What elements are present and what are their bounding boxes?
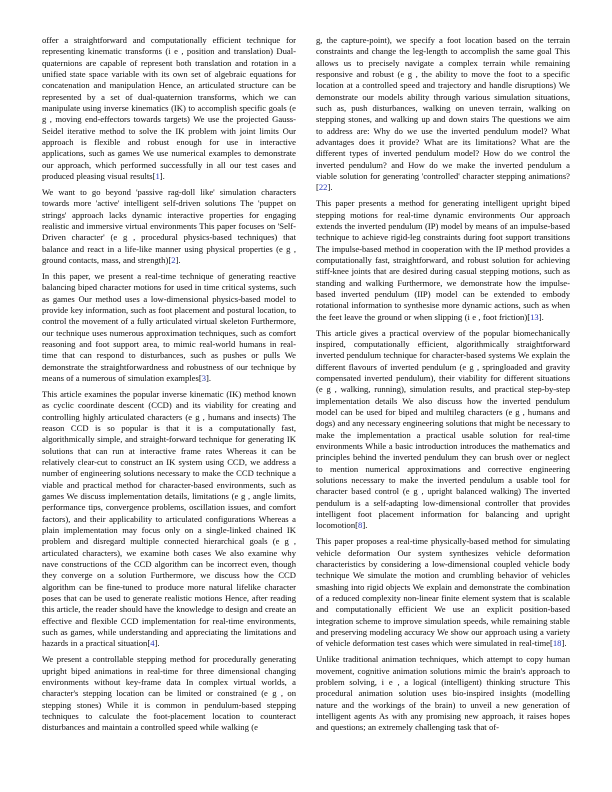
citation-link[interactable]: 1 bbox=[155, 171, 160, 182]
sentence-period: . bbox=[157, 638, 160, 649]
citation-bracket-open: [ bbox=[527, 311, 531, 322]
paragraph-text: In this paper, we present a real-time technique of generating reactive balancing biped character motions for used in time critical systems, such as games Our method uses a low-dimensional physics-based model to provide key information, such as foot placement and postural location, to control the movement of a fully articulated virtual skeleton Furthermore, our technique uses numerous approximation techniques, such as comfort reasoning and foot support area, to mimic real-world humans in real-time that can respond to disturbances, such as pushes or pulls We demonstrate the straightforwardness and robustness of our technique by means of a numerous of simulation examples bbox=[42, 270, 296, 383]
citation-bracket-open: [ bbox=[168, 255, 172, 266]
citation-bracket-open: [ bbox=[316, 182, 319, 193]
citation-bracket-close: ] bbox=[205, 372, 209, 383]
paragraph-text: This article examines the popular inverse kinematic (IK) method known as cyclic coordinate descent (CCD) and its viability for creating and controlling highly articulated characters (e g , humans and insects) The reason CCD is so popular is that it is a computationally fast, algorithmically simple, and straight-forward technique for generating IK solutions that can run at interactive frame rates Whereas it can be relatively clear-cut to construct an IK system using CCD, we address a number of engineering solutions necessary to make the CCD technique a viable and practical method for character-based environments, such as games We discuss implementation details, limitations (e g , angle limits, performance tips, convergence problems, oscillation issues, and comfort factors), and their applicability to articulated configurations Whereas a plain implementation may focus only on a single-linked chained IK problem and disregard multiple connected hierarchical goals (e g , articulated characters), we examine both cases We also examine why nave constructions of the CCD algorithm can be incorrect even, though they converge on a solution Furthermore, we discuss how the CCD algorithm can be fine-tuned to produce more natural lifelike character poses that can be used to generate realistic motions Hence, after reading this article, the reader should have the knowledge to design and create an effective and flexible CCD implementation for real-time environments, such as games, while understanding and appreciating the limitations and hazards in a practical situation bbox=[42, 388, 296, 649]
sentence-period: . bbox=[208, 372, 212, 383]
citation-bracket-close: ] bbox=[154, 638, 158, 649]
paragraph-text: We want to go beyond 'passive rag-doll like' simulation characters towards more 'active' intelligent self-driven solutions The 'puppet on strings' approach lacks dynamic interactive properties for engaging realistic and immersive virtual environments This paper focuses on 'Self-Driven character' (e g , procedural physics-based techniques) that balance and react in a life-like manner using physical properties (e g , ground contacts, mass, and strength) bbox=[42, 186, 296, 266]
citation-link[interactable]: 4 bbox=[150, 638, 155, 649]
paragraph-text: This paper presents a method for generating intelligent upright biped stepping motions for real-time dynamic environments Our approach extends the inverted pendulum (IP) model by means of an impulse-based technique to achieve rigid-leg constraints during foot support transitions The impulse-based method in cooperation with the IP method provides a computationally fast, straightforward, and robust solution for achieving stiff-knee joints that are desired during casual stepping motions, such as standing and walking Furthermore, we demonstrate how the impulse-based inverted pendulum (IIP) model can be extended to embody rotational information to synthesise more dynamic actions, such as when the feet leave the ground or when slipping (i e , foot friction) bbox=[316, 198, 570, 322]
left-column bbox=[42, 35, 296, 738]
citation-bracket-open: [ bbox=[147, 638, 151, 649]
sentence-period: . bbox=[178, 255, 181, 266]
citation-link[interactable]: 8 bbox=[358, 520, 363, 531]
citation-bracket-close: ] bbox=[159, 171, 163, 182]
citation-bracket-close: ] bbox=[362, 520, 366, 531]
citation-bracket-close: ] bbox=[538, 311, 542, 322]
citation-bracket-open: [ bbox=[355, 520, 359, 531]
paragraph-text: This paper proposes a real-time physically-based method for simulating vehicle deformation Our system synthesizes vehicle deformation characteristics by considering a low-dimensional coupled vehicle body technique We simulate the motion and crumbling behavior of vehicles smashing into rigid objects We explain and demonstrate the combination of a reduced complexity non-linear finite element system that is scalable and computationally efficient We use an explicit position-based integration scheme to improve simulation speeds, while remaining stable and preserving modeling accuracy We show our approach using a variety of vehicle deformation test cases which were simulated in real-time bbox=[316, 536, 570, 649]
citation-link[interactable]: 22 bbox=[318, 182, 328, 193]
right-column bbox=[316, 35, 570, 738]
citation-bracket-close: ] bbox=[561, 638, 565, 649]
paragraph bbox=[316, 328, 570, 532]
sentence-period: . bbox=[162, 171, 165, 182]
citation-link[interactable]: 2 bbox=[171, 255, 176, 266]
paragraph bbox=[42, 654, 296, 733]
citation-link[interactable]: 18 bbox=[552, 638, 562, 649]
paragraph bbox=[316, 654, 570, 733]
citation-bracket-close: ] bbox=[327, 182, 331, 193]
paragraph bbox=[42, 35, 296, 182]
sentence-period: . bbox=[564, 638, 567, 649]
sentence-period: . bbox=[541, 311, 544, 322]
citation-bracket-close: ] bbox=[175, 255, 179, 266]
paragraph bbox=[316, 198, 570, 323]
sentence-period: . bbox=[365, 520, 368, 531]
paragraph bbox=[316, 35, 570, 194]
paragraph bbox=[42, 271, 296, 384]
citation-bracket-open: [ bbox=[549, 638, 553, 649]
paragraph bbox=[42, 389, 296, 650]
sentence-period: . bbox=[330, 182, 333, 193]
paragraph-text: This article gives a practical overview of the popular biomechanically inspired, computationally efficient, algorithmically straightforward inverted pendulum technique for character-based systems We explain the different flavours of inverted pendulum (e g , springloaded and gravity compensated inverted pendulum), their viability for different situations (e g , walking, running), simulation results, and practical step-by-step implementation details We also discuss how the inverted pendulum model can be used for biped and multileg characters (e g , humans and dogs) and any necessary engineering solutions that might be necessary to make the implementation a practical usable solution for real-time environments While a basic introduction introduces the mathematics and principles behind the inverted pendulum they can brush over or neglect to mention numerical approximations and corrective engineering solutions necessary to make the inverted pendulum a usable tool for character based control (e g , upright balanced walking) The inverted pendulum is a self-adapting low-dimensional controller that provides intelligent foot placement information for balancing and upright locomotion bbox=[316, 327, 570, 531]
citation-link[interactable]: 13 bbox=[530, 311, 539, 322]
citation-bracket-open: [ bbox=[152, 171, 156, 182]
citation-link[interactable]: 3 bbox=[201, 372, 206, 383]
citation-bracket-open: [ bbox=[198, 372, 202, 383]
paragraph bbox=[42, 187, 296, 266]
text-columns bbox=[42, 35, 571, 738]
paragraph-text: g, the capture-point), we specify a foot location based on the terrain constraints and change the leg-length to accomplish the same goal This allows us to precisely navigate a complex terrain while remaining responsive and robust (e g , the ability to move the foot to a specific location at a controlled speed and trajectory and handle disruptions) We demonstrate our models ability through various simulation situations, such as, push disturbances, walking on uneven terrain, walking on stepping stones, and walking up and down stairs The questions we aim to address are: Why do we use the inverted pendulum model? What advantages does it provide? What are its limitations? What are the different types of inverted pendulum model? How do we control the inverted pendulum? and How do we make the inverted pendulum a viable solution for generating 'controlled' character stepping animations? bbox=[316, 35, 570, 182]
paragraph-text: offer a straightforward and computationally efficient technique for representing kinematic transforms (i e , position and translation) Dual-quaternions are capable of represent both translation and rotation in a unified state space variable with its own set of algebraic equations for concatenation and manipulation Hence, an articulated structure can be represented by a set of dual-quaternion transforms, which we can manipulate using inverse kinematics (IK) to accomplish specific goals (e g , moving end-effectors towards targets) We use the projected Gauss-Seidel iterative method to solve the IK problem with joint limits Our approach is flexible and robust enough for use in interactive applications, such as games We use numerical examples to demonstrate our approach, which performed successfully in all our test cases and produced pleasing visual results bbox=[42, 35, 296, 182]
paragraph-text: Unlike traditional animation techniques, which attempt to copy human movement, cognitive animation solutions mimic the brain's approach to problem solving, i e , a logical (intelligent) thinking structure This procedural animation solution uses bio-inspired insights (modelling nature and the workings of the brain) to unveil a new generation of intelligent agents As with any promising new approach, it raises hopes and questions; an extremely challenging task that of- bbox=[316, 654, 570, 733]
paragraph bbox=[316, 536, 570, 649]
paragraph-text: We present a controllable stepping method for procedurally generating upright biped animations in real-time for three dimensional changing environments without key-frame data In complex virtual worlds, a character's stepping location can be limited or constrained (e g , on stepping stones) While it is common in pendulum-based stepping techniques to calculate the foot-placement location to counteract disturbances and maintain a controlled speed while walking (e bbox=[42, 654, 296, 733]
